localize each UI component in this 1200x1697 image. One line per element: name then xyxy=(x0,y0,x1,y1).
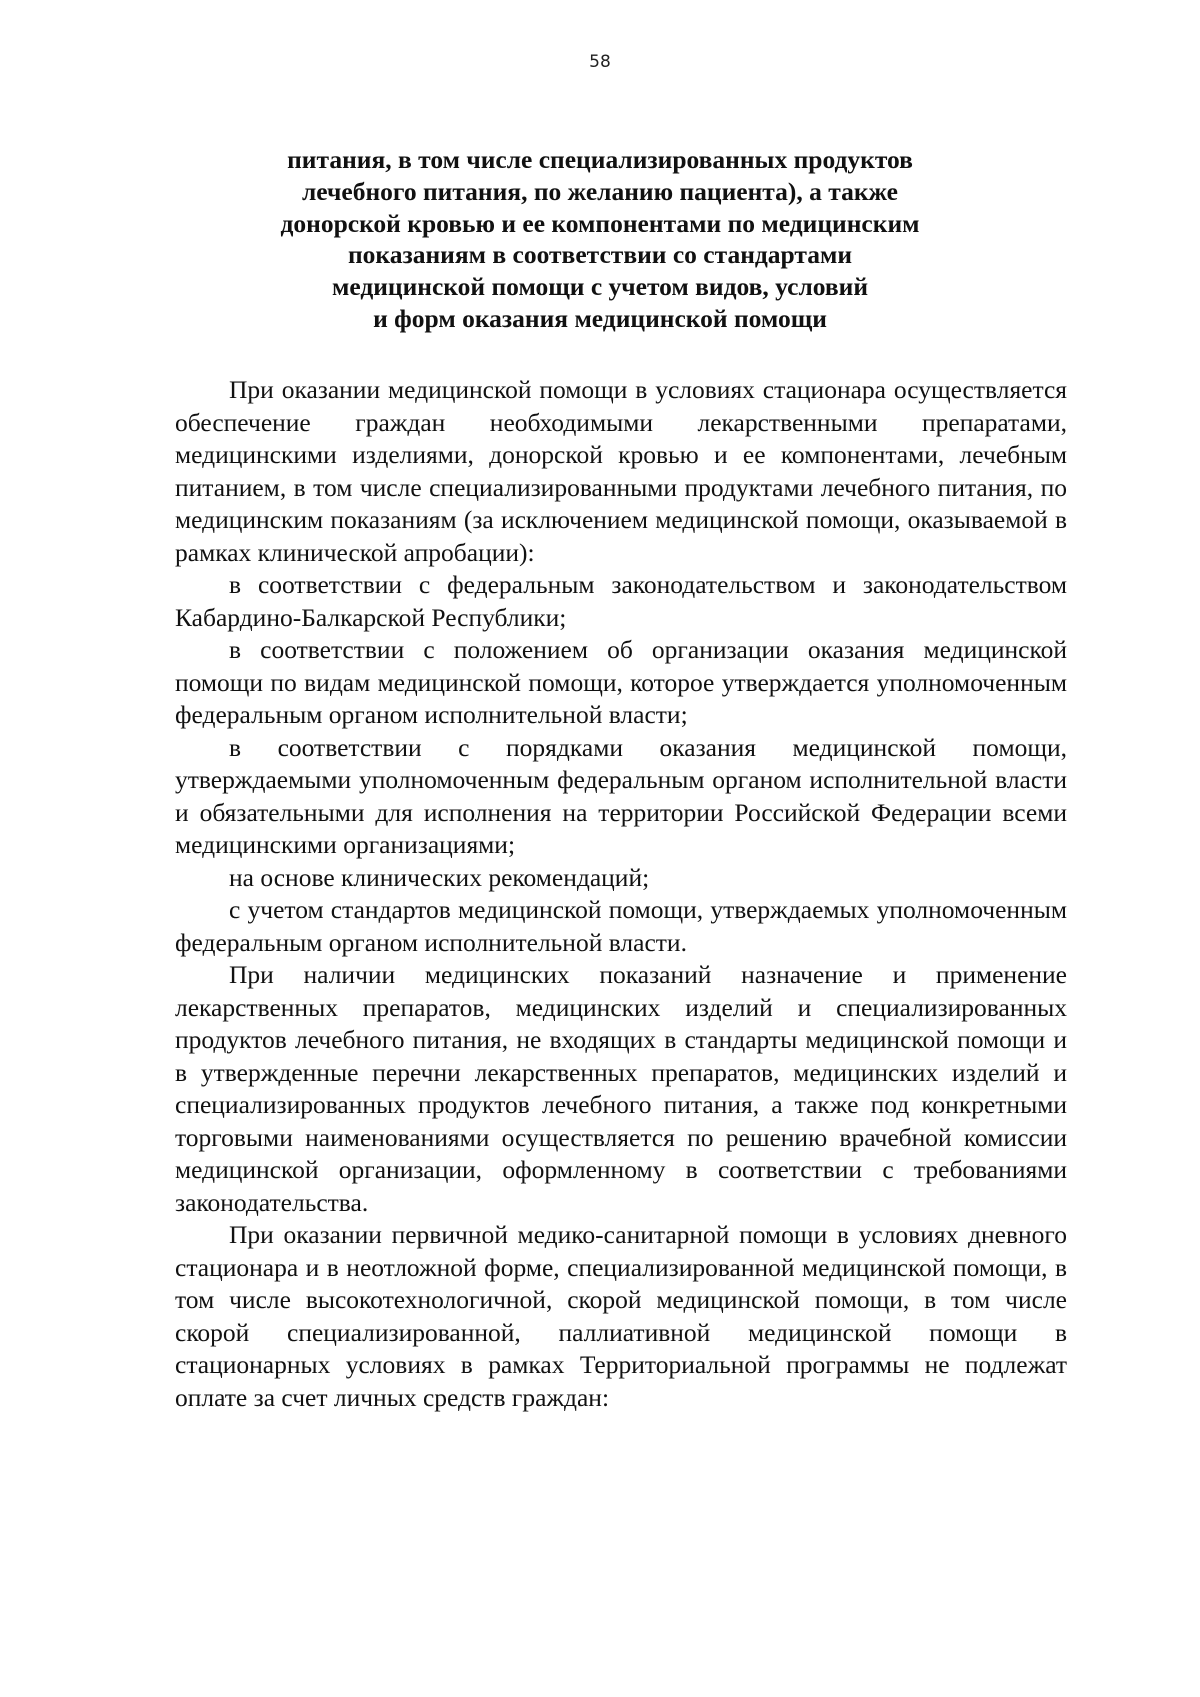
paragraph: При оказании первичной медико-санитарной помощи в условиях дневного стационара и в неотложной форме, специализированной медицинской помощи, в том числе высокотехнологичной, скорой медицинской помощи, в том числе скорой специализированной, паллиативной медицинской помощи в стационарных условиях в рамках Территориальной программы не подлежат оплате за счет личных средств граждан: xyxy=(175,1220,1067,1412)
body-text xyxy=(175,374,1067,1414)
heading-line: и форм оказания медицинской помощи xyxy=(373,303,827,333)
heading-line: лечебного питания, по желанию пациента), а также xyxy=(302,176,898,206)
paragraph: в соответствии с положением об организации оказания медицинской помощи по видам медицинской помощи, которое утверждается уполномоченным федеральным органом исполнительной власти; xyxy=(175,635,1067,729)
page-number: 58 xyxy=(589,52,611,72)
heading-line: показаниям в соответствии со стандартами xyxy=(347,240,853,270)
heading-line: донорской кровью и ее компонентами по медицинским xyxy=(280,208,920,238)
section-heading xyxy=(175,144,1025,335)
paragraph: При наличии медицинских показаний назначение и применение лекарственных препаратов, медицинских изделий и специализированных продуктов лечебного питания, не входящих в стандарты медицинской помощи и в утвержденные перечни лекарственных препаратов, медицинских изделий и специализированных продуктов лечебного питания, а также под конкретными торговыми наименованиями осуществляется по решению врачебной комиссии медицинской организации, оформленному в соответствии с требованиями законодательства. xyxy=(175,960,1067,1217)
paragraph: в соответствии с порядками оказания медицинской помощи, утверждаемыми уполномоченным федеральным органом исполнительной власти и обязательными для исполнения на территории Российской Федерации всеми медицинскими организациями; xyxy=(175,732,1067,859)
paragraph: на основе клинических рекомендаций; xyxy=(229,862,650,892)
paragraph: в соответствии с федеральным законодательством и законодательством Кабардино-Балкарской Республики; xyxy=(175,570,1067,632)
heading-line: питания, в том числе специализированных продуктов xyxy=(287,145,913,174)
heading-line: медицинской помощи с учетом видов, условий xyxy=(331,272,869,302)
paragraph: с учетом стандартов медицинской помощи, утверждаемых уполномоченным федеральным органом исполнительной власти. xyxy=(175,895,1067,957)
paragraph: При оказании медицинской помощи в условиях стационара осуществляется обеспечение граждан необходимыми лекарственными препаратами, медицинскими изделиями, донорской кровью и ее компонентами, лечебным питанием, в том числе специализированными продуктами лечебного питания, по медицинским показаниям (за исключением медицинской помощи, оказываемой в рамках клинической апробации): xyxy=(175,375,1067,567)
